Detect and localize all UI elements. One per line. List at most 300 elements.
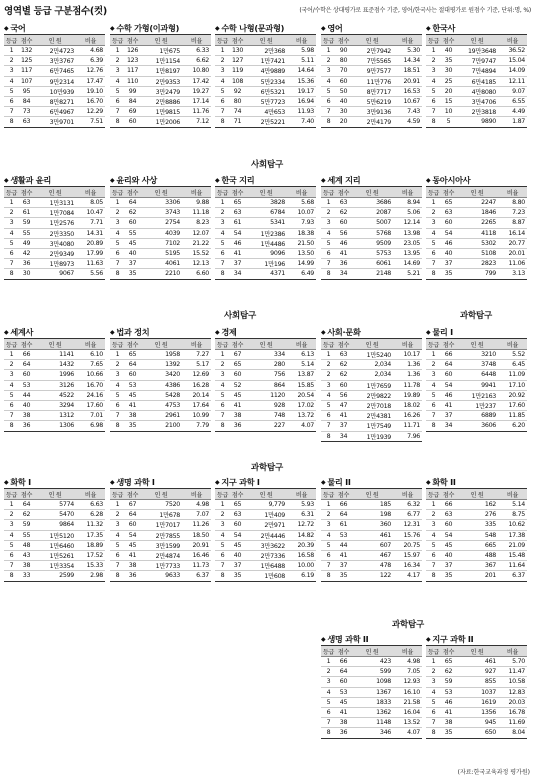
column-header: 등급 (4, 35, 19, 46)
diamond-bullet-icon: ◆ (426, 635, 431, 643)
count-cell: 1만196 (245, 259, 287, 269)
table-row (110, 238, 211, 248)
ratio-cell: 4.17 (407, 572, 420, 580)
score-cell: 46 (441, 238, 456, 248)
count-cell: 7520 (140, 500, 182, 510)
score-cell: 64 (336, 667, 351, 677)
ratio-cell: 11.47 (498, 667, 527, 677)
count-cell: 3828 (245, 198, 287, 208)
ratio-cell: 14.09 (498, 66, 527, 76)
count-cell: 19만3648 (456, 46, 498, 56)
grade-cell: 8 (431, 729, 436, 737)
grade-table (215, 338, 316, 432)
count-cell: 3만4080 (34, 238, 76, 248)
diamond-bullet-icon: ◆ (426, 24, 431, 32)
grade-cell: 5 (426, 86, 441, 96)
count-cell: 1만1154 (140, 56, 182, 66)
grade-table (426, 338, 527, 432)
table-row (321, 76, 422, 86)
grade-cell: 7 (426, 259, 441, 269)
grade-table (321, 645, 422, 739)
count-cell: 1만7549 (351, 421, 393, 431)
grade-cell: 8 (220, 118, 225, 126)
column-header: 인 원 (351, 489, 393, 500)
diamond-bullet-icon: ◆ (321, 176, 326, 184)
subject-title-text: 생활과 윤리 (10, 175, 51, 185)
ratio-cell: 7.43 (393, 107, 422, 117)
table-row (321, 269, 422, 279)
table-row (321, 56, 422, 66)
grade-cell: 4 (426, 76, 441, 86)
ratio-cell: 20.89 (76, 238, 105, 248)
count-cell: 2만9349 (34, 248, 76, 258)
grade-cell: 7 (321, 259, 336, 269)
score-cell: 60 (336, 380, 351, 390)
grade-cell: 1 (110, 350, 125, 360)
grade-table-block (110, 22, 211, 128)
grade-cell: 2 (4, 360, 19, 370)
grade-table-block (110, 476, 211, 582)
ratio-cell: 7.71 (76, 218, 105, 228)
count-cell: 6만7465 (34, 66, 76, 76)
score-cell: 73 (19, 107, 34, 117)
grade-cell: 4 (4, 380, 19, 390)
grade-cell: 5 (215, 390, 230, 400)
ratio-cell: 16.26 (393, 411, 422, 421)
ratio-cell: 14.31 (76, 228, 105, 238)
score-cell: 61 (336, 520, 351, 530)
table-row (215, 380, 316, 390)
ratio-cell: 7.79 (196, 422, 209, 430)
count-cell: 1만2006 (155, 119, 180, 127)
table-row (215, 96, 316, 106)
score-cell: 67 (125, 500, 140, 510)
ratio-cell: 12.76 (76, 66, 105, 76)
ratio-cell: 19.17 (287, 86, 316, 96)
table-row (110, 107, 211, 117)
count-cell: 1만9815 (140, 107, 182, 117)
ratio-cell: 4.49 (498, 107, 527, 117)
score-cell: 55 (125, 228, 140, 238)
count-cell: 2만7942 (351, 46, 393, 56)
grade-table (110, 34, 211, 128)
column-header: 인 원 (351, 339, 393, 350)
table-row (321, 360, 422, 370)
column-header: 점수 (336, 339, 351, 350)
ratio-cell: 14.34 (393, 56, 422, 66)
ratio-cell: 16.53 (393, 86, 422, 96)
ratio-cell: 5.52 (498, 350, 527, 360)
count-cell: 9,779 (245, 500, 287, 510)
grade-cell: 2 (426, 510, 441, 520)
table-row (4, 510, 105, 520)
count-cell: 2만9353 (140, 76, 182, 86)
subject-title-text: 생명 과학 II (327, 634, 369, 644)
ratio-cell: 16.78 (498, 707, 527, 717)
ratio-cell: 16.10 (393, 687, 422, 697)
score-cell: 35 (444, 270, 453, 278)
score-cell: 53 (336, 687, 351, 697)
table-row (426, 248, 527, 258)
score-cell: 84 (125, 96, 140, 106)
grade-cell: 8 (115, 572, 120, 580)
grade-cell: 1 (321, 500, 336, 510)
score-cell: 38 (125, 561, 140, 571)
grade-cell: 3 (321, 218, 336, 228)
count-cell: 423 (351, 657, 393, 667)
ratio-cell: 17.14 (182, 96, 211, 106)
table-row (426, 411, 527, 421)
table-row (321, 500, 422, 510)
count-cell: 6889 (456, 411, 498, 421)
count-cell: 1958 (140, 350, 182, 360)
grade-cell: 7 (426, 411, 441, 421)
subject-title (215, 476, 316, 488)
grade-cell: 8 (220, 422, 225, 430)
table-row (110, 540, 211, 550)
count-cell: 1만3131 (34, 198, 76, 208)
score-cell: 37 (336, 421, 351, 431)
subject-title (426, 326, 527, 338)
table-row (426, 677, 527, 687)
count-cell: 2만4179 (366, 119, 391, 127)
grade-cell: 4 (426, 380, 441, 390)
count-cell: 1만3354 (34, 561, 76, 571)
count-cell: 864 (245, 380, 287, 390)
ratio-cell: 6.31 (287, 510, 316, 520)
count-cell: 2754 (140, 218, 182, 228)
score-cell: 41 (230, 248, 245, 258)
grade-cell: 6 (321, 707, 336, 717)
grade-cell: 8 (326, 432, 331, 440)
ratio-cell: 36.52 (498, 46, 527, 56)
count-cell: 3만1599 (140, 540, 182, 550)
score-cell: 59 (441, 677, 456, 687)
grade-cell: 8 (326, 270, 331, 278)
ratio-cell: 7.07 (182, 510, 211, 520)
count-cell: 3743 (140, 208, 182, 218)
column-header: 등급 (4, 339, 19, 350)
ratio-cell: 1.36 (393, 360, 422, 370)
score-cell: 33 (22, 572, 31, 580)
column-header: 인 원 (456, 489, 498, 500)
score-cell: 36 (22, 422, 31, 430)
grade-cell: 3 (110, 370, 125, 380)
score-cell: 62 (336, 360, 351, 370)
table-row (426, 56, 527, 66)
ratio-cell: 12.07 (182, 228, 211, 238)
column-header: 인 원 (140, 489, 182, 500)
count-cell: 3606 (481, 422, 496, 430)
grade-cell: 4 (321, 687, 336, 697)
grade-table (321, 186, 422, 280)
table-row (321, 530, 422, 540)
ratio-cell: 8.87 (498, 218, 527, 228)
column-header: 인 원 (245, 187, 287, 198)
count-cell: 1392 (140, 360, 182, 370)
grade-cell: 1 (110, 198, 125, 208)
ratio-cell: 5.56 (90, 270, 103, 278)
grade-cell: 1 (321, 657, 336, 667)
count-cell: 6만5321 (245, 86, 287, 96)
score-cell: 66 (441, 500, 456, 510)
ratio-cell: 12.31 (393, 520, 422, 530)
column-header: 인 원 (456, 646, 498, 657)
table-row (426, 390, 527, 400)
count-cell: 5470 (34, 510, 76, 520)
count-cell: 122 (379, 572, 391, 580)
ratio-cell: 8.04 (512, 729, 525, 737)
score-cell: 36 (339, 729, 348, 737)
ratio-cell: 20.54 (287, 390, 316, 400)
ratio-cell: 4.98 (182, 500, 211, 510)
grade-cell: 4 (426, 228, 441, 238)
section-label-science: 과학탐구 (250, 463, 284, 473)
ratio-cell: 9.07 (498, 86, 527, 96)
grade-table-block (110, 174, 211, 280)
grade-cell: 2 (321, 56, 336, 66)
table-row (426, 370, 527, 380)
score-cell: 71 (233, 118, 242, 126)
count-cell: 2265 (456, 218, 498, 228)
subject-title (426, 476, 527, 488)
column-header: 점수 (125, 339, 140, 350)
count-cell: 1만608 (264, 573, 285, 581)
table-row (321, 571, 422, 581)
grade-cell: 6 (426, 707, 441, 717)
ratio-cell: 12.93 (393, 677, 422, 687)
count-cell: 4039 (140, 228, 182, 238)
table-row (321, 540, 422, 550)
grade-cell: 5 (4, 390, 19, 400)
grade-cell: 6 (110, 550, 125, 560)
ratio-cell: 10.47 (76, 208, 105, 218)
count-cell: 6784 (245, 208, 287, 218)
count-cell: 1037 (456, 687, 498, 697)
count-cell: 1432 (34, 360, 76, 370)
table-row (110, 117, 211, 127)
ratio-cell: 10.00 (287, 561, 316, 571)
count-cell: 2만4723 (34, 46, 76, 56)
score-cell: 53 (441, 687, 456, 697)
grade-cell: 1 (4, 46, 19, 56)
table-row (215, 370, 316, 380)
score-cell: 59 (19, 218, 34, 228)
ratio-cell: 17.64 (182, 400, 211, 410)
table-row (321, 117, 422, 127)
ratio-cell: 6.77 (393, 510, 422, 520)
table-row (426, 269, 527, 279)
table-row (426, 96, 527, 106)
ratio-cell: 17.38 (498, 530, 527, 540)
table-row (4, 350, 105, 360)
score-cell: 63 (230, 510, 245, 520)
ratio-cell: 11.93 (287, 107, 316, 117)
column-header: 등급 (215, 489, 230, 500)
score-cell: 36 (19, 259, 34, 269)
column-header: 인 원 (140, 339, 182, 350)
grade-cell: 2 (426, 208, 441, 218)
count-cell: 1만5120 (34, 530, 76, 540)
count-cell: 5302 (456, 238, 498, 248)
score-cell: 41 (230, 400, 245, 410)
column-header: 비율 (76, 489, 105, 500)
count-cell: 2만4874 (140, 550, 182, 560)
grade-cell: 1 (426, 198, 441, 208)
count-cell: 1만8973 (34, 259, 76, 269)
table-row (426, 259, 527, 269)
score-cell: 34 (444, 422, 453, 430)
ratio-cell: 15.04 (498, 56, 527, 66)
ratio-cell: 15.85 (287, 380, 316, 390)
count-cell: 227 (273, 422, 285, 430)
grade-cell: 7 (110, 411, 125, 421)
ratio-cell: 1.36 (393, 370, 422, 380)
ratio-cell: 10.66 (76, 370, 105, 380)
count-cell: 1만2163 (456, 390, 498, 400)
score-cell: 64 (125, 360, 140, 370)
grade-cell: 4 (215, 380, 230, 390)
table-row (215, 510, 316, 520)
count-cell: 4753 (140, 400, 182, 410)
grade-cell: 5 (426, 390, 441, 400)
count-cell: 548 (456, 530, 498, 540)
grade-cell: 4 (321, 390, 336, 400)
grade-cell: 7 (4, 107, 19, 117)
grade-table-block (426, 476, 527, 582)
count-cell: 2599 (59, 572, 74, 580)
ratio-cell: 5.30 (393, 46, 422, 56)
ratio-cell: 5.14 (287, 360, 316, 370)
ratio-cell: 14.99 (287, 259, 316, 269)
count-cell: 1만5240 (351, 350, 393, 360)
table-row (110, 228, 211, 238)
score-cell: 53 (336, 530, 351, 540)
count-cell: 2210 (165, 270, 180, 278)
grade-cell: 8 (9, 118, 14, 126)
grade-table (215, 186, 316, 280)
score-cell: 59 (19, 520, 34, 530)
grade-cell: 1 (321, 46, 336, 56)
ratio-cell: 12.83 (498, 687, 527, 697)
ratio-cell: 5.06 (393, 208, 422, 218)
count-cell: 9067 (59, 270, 74, 278)
column-header: 등급 (321, 35, 336, 46)
grade-cell: 8 (431, 118, 436, 126)
ratio-cell: 8.05 (76, 198, 105, 208)
table-row (110, 550, 211, 560)
grade-cell: 8 (431, 422, 436, 430)
subject-title (110, 326, 211, 338)
table-row (4, 571, 105, 581)
column-header: 비율 (182, 35, 211, 46)
score-cell: 60 (441, 370, 456, 380)
count-cell: 1만7421 (245, 56, 287, 66)
table-row (215, 238, 316, 248)
subject-title (426, 174, 527, 186)
score-cell: 65 (441, 198, 456, 208)
ratio-cell: 13.98 (393, 228, 422, 238)
count-cell: 198 (351, 510, 393, 520)
table-row (110, 350, 211, 360)
count-cell: 3420 (140, 370, 182, 380)
grade-cell: 7 (321, 561, 336, 571)
count-cell: 4386 (140, 380, 182, 390)
table-row (321, 400, 422, 410)
grade-cell: 5 (426, 238, 441, 248)
table-row (4, 370, 105, 380)
table-row (426, 117, 527, 127)
ratio-cell: 18.02 (393, 400, 422, 410)
score-cell: 65 (441, 657, 456, 667)
count-cell: 6만4185 (456, 76, 498, 86)
table-row (321, 687, 422, 697)
table-row (110, 390, 211, 400)
score-cell: 47 (336, 400, 351, 410)
column-header: 등급 (426, 339, 441, 350)
count-cell: 5만2334 (245, 76, 287, 86)
score-cell: 70 (336, 66, 351, 76)
table-row (110, 96, 211, 106)
grade-cell: 4 (4, 76, 19, 86)
score-cell: 110 (126, 77, 139, 85)
column-header: 인 원 (34, 339, 76, 350)
ratio-cell: 6.39 (76, 56, 105, 66)
score-cell: 92 (230, 86, 245, 96)
column-header: 비율 (498, 646, 527, 657)
table-row (215, 400, 316, 410)
count-cell: 945 (456, 718, 498, 728)
score-cell: 60 (230, 370, 245, 380)
table-row (321, 510, 422, 520)
grade-cell: 6 (426, 400, 441, 410)
score-cell: 45 (125, 390, 140, 400)
ratio-cell: 12.29 (76, 107, 105, 117)
subject-title-text: 물리 II (327, 477, 351, 487)
ratio-cell: 15.97 (393, 550, 422, 560)
count-cell: 2823 (456, 259, 498, 269)
ratio-cell: 20.01 (498, 248, 527, 258)
table-row (321, 350, 422, 360)
count-cell: 2만4381 (351, 411, 393, 421)
count-cell: 1만7084 (34, 208, 76, 218)
count-cell: 2만368 (245, 46, 287, 56)
ratio-cell: 16.70 (76, 96, 105, 106)
column-header: 등급 (321, 187, 336, 198)
grade-cell: 3 (4, 520, 19, 530)
table-row (321, 718, 422, 728)
score-cell: 117 (20, 67, 33, 75)
grade-cell: 4 (215, 530, 230, 540)
ratio-cell: 21.58 (393, 697, 422, 707)
subject-title (321, 326, 422, 338)
grade-table-block (215, 22, 316, 128)
table-row (215, 228, 316, 238)
count-cell: 5007 (351, 218, 393, 228)
score-cell: 60 (128, 118, 137, 126)
column-header: 등급 (110, 489, 125, 500)
score-cell: 41 (336, 248, 351, 258)
ratio-cell: 18.89 (76, 540, 105, 550)
grade-cell: 7 (4, 561, 19, 571)
grade-cell: 4 (4, 530, 19, 540)
grade-table-block (4, 476, 105, 582)
grade-cell: 1 (4, 198, 19, 208)
ratio-cell: 19.89 (393, 390, 422, 400)
score-cell: 37 (230, 259, 245, 269)
column-header: 점수 (441, 489, 456, 500)
table-row (110, 370, 211, 380)
